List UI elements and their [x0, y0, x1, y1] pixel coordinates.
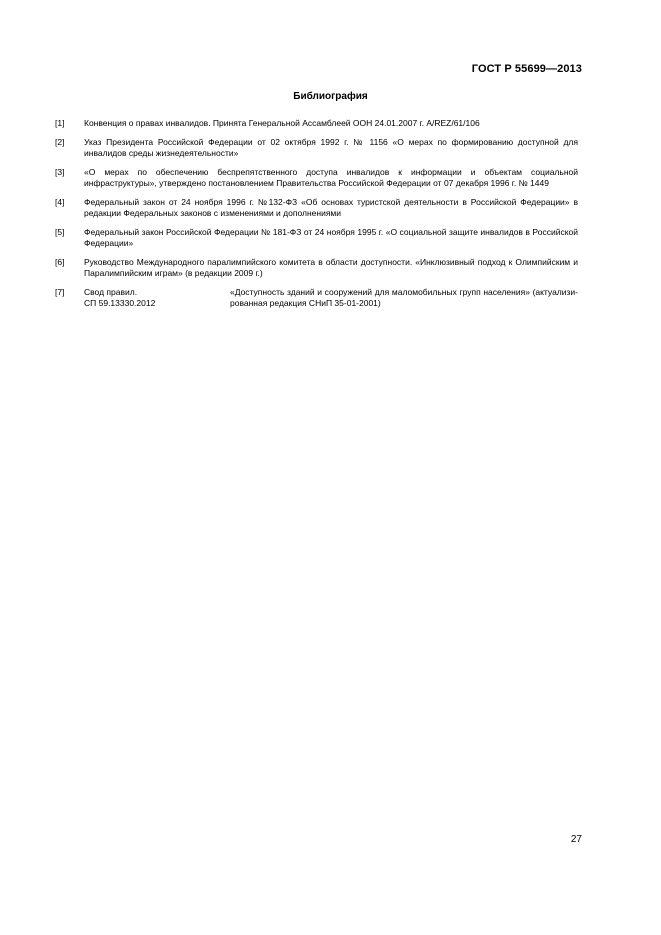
reference-text: «О мерах по обеспечению беспрепятственного доступа инвалидов к информации и объектам социальной инфраструктуры», утверждено постановлением Правительства Российской Федерации от 07 декабря 1996 г. № 1449 — [84, 167, 578, 188]
reference-number: [2] — [55, 137, 65, 147]
reference-designation-line: Свод правил. — [84, 287, 138, 297]
document-code: ГОСТ Р 55699—2013 — [471, 63, 582, 75]
reference-number: [4] — [55, 197, 65, 207]
reference-number: [5] — [55, 227, 65, 237]
bibliography-item-3 — [55, 167, 578, 189]
bibliography-item-6 — [55, 257, 578, 279]
reference-text: Федеральный закон Российской Федерации № 181-ФЗ от 24 ноября 1995 г. «О социальной защите инвалидов в Российской Федерации» — [84, 227, 578, 248]
reference-text: «Доступность зданий и сооружений для маломобильных групп населения» (актуализи-рованная редакция СНиП 35-01-2001) — [230, 287, 578, 308]
reference-number: [7] — [55, 287, 65, 297]
bibliography-item-7 — [55, 287, 578, 309]
reference-text: Конвенция о правах инвалидов. Принята Генеральной Ассамблеей ООН 24.01.2007 г. A/REZ/61/106 — [84, 118, 480, 128]
reference-text: Федеральный закон от 24 ноября 1996 г. №132-ФЗ «Об основах туристской деятельности в Российской Федерации» в редакции Федеральных законов с изменениями и дополнениями — [84, 197, 578, 218]
reference-number: [1] — [55, 118, 65, 128]
page-number: 27 — [570, 834, 582, 845]
reference-text: Указ Президента Российской Федерации от 02 октября 1992 г. № 1156 «О мерах по формированию доступной для инвалидов среды жизнедеятельности» — [84, 137, 578, 158]
bibliography-list — [55, 118, 578, 317]
reference-designation-line: СП 59.13330.2012 — [84, 298, 156, 308]
reference-text: Руководство Международного паралимпийского комитета в области доступности. «Инклюзивный подход к Олимпийским и Паралимпийским играм» (в редакции 2009 г.) — [84, 257, 578, 278]
reference-number: [3] — [55, 167, 65, 177]
reference-number: [6] — [55, 257, 65, 267]
bibliography-item-5 — [55, 227, 578, 249]
reference-body — [84, 287, 578, 309]
bibliography-item-1 — [55, 118, 578, 129]
bibliography-title: Библиография — [293, 91, 368, 102]
bibliography-item-4 — [55, 197, 578, 219]
reference-designation — [84, 287, 230, 309]
bibliography-item-2 — [55, 137, 578, 159]
